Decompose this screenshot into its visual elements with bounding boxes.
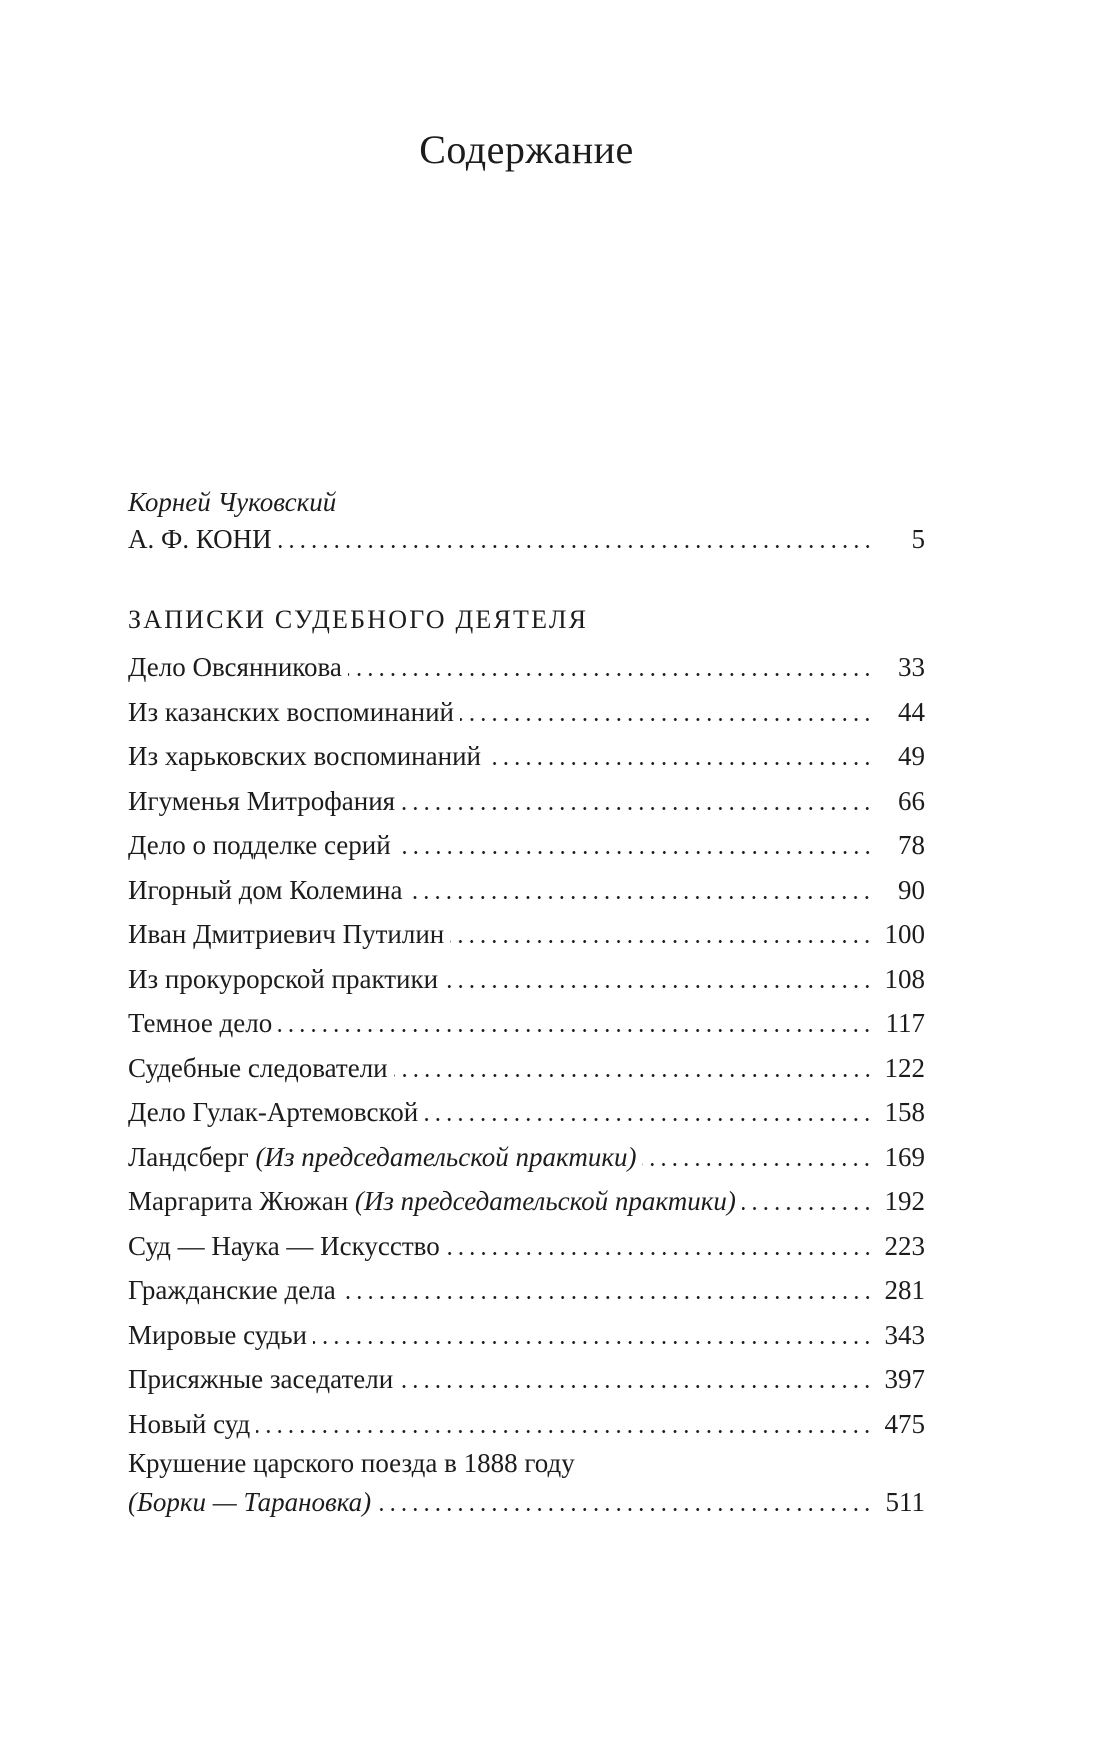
toc-entry-page: 78 — [898, 830, 925, 860]
toc-entry[interactable] — [128, 957, 925, 1002]
toc-entry-page: 281 — [884, 1275, 925, 1305]
dot-leader — [460, 690, 873, 735]
toc-entry[interactable] — [128, 779, 925, 824]
dot-leader — [742, 1179, 873, 1224]
dot-leader — [444, 957, 873, 1002]
toc-entry-title: Из харьковских воспоминаний — [128, 734, 487, 779]
toc-entry-last[interactable] — [128, 1480, 925, 1525]
toc-entry[interactable] — [128, 1224, 925, 1269]
dot-leader — [342, 1268, 873, 1313]
toc-entry-page: 343 — [884, 1319, 925, 1350]
toc-entry-title: Из прокурорской практики — [128, 957, 444, 1002]
toc-entry-intro[interactable] — [128, 517, 925, 562]
toc-entry-title: Суд — Наука — Искусство — [128, 1224, 446, 1269]
dot-leader — [399, 1357, 873, 1402]
toc-entry[interactable] — [128, 734, 925, 779]
dot-leader — [642, 1135, 873, 1180]
toc-entry[interactable] — [128, 645, 925, 690]
dot-leader — [313, 1313, 873, 1358]
dot-leader — [408, 868, 873, 913]
toc-entry[interactable] — [128, 823, 925, 868]
toc-entry[interactable] — [128, 912, 925, 957]
dot-leader — [377, 1480, 873, 1525]
toc-entry-page: 5 — [911, 524, 925, 554]
dot-leader — [394, 1046, 873, 1091]
toc-entry-page: 33 — [898, 652, 925, 682]
toc-entry-page: 475 — [884, 1408, 925, 1439]
toc-entry-title: Дело Гулак-Артемовской — [128, 1090, 424, 1135]
toc-entry-page: 158 — [884, 1097, 925, 1127]
toc-entry-title: Игорный дом Колемина — [128, 868, 408, 913]
dot-leader — [256, 1402, 873, 1447]
section-heading: ЗАПИСКИ СУДЕБНОГО ДЕЯТЕЛЯ — [128, 605, 589, 634]
dot-leader — [348, 645, 873, 690]
toc-entry-title: Мировые судьи — [128, 1313, 313, 1358]
toc-entry-title: А. Ф. КОНИ — [128, 517, 278, 562]
toc-entry[interactable] — [128, 1090, 925, 1135]
toc-entry-title-line2: (Борки — Тарановка) — [128, 1480, 377, 1525]
toc-entry-title: Ландсберг (Из председательской практики) — [128, 1135, 642, 1180]
intro-author: Корней Чуковский — [128, 487, 337, 517]
toc-entry[interactable] — [128, 1135, 925, 1180]
toc-entry-page: 169 — [884, 1141, 925, 1172]
page-title: Содержание — [419, 127, 634, 172]
toc-entry-title: Дело о подделке серий — [128, 823, 397, 868]
dot-leader — [487, 734, 873, 779]
dot-leader — [401, 779, 873, 824]
toc-entry-title: Новый суд — [128, 1402, 256, 1447]
toc-entry[interactable] — [128, 1001, 925, 1046]
toc-entry-title: Судебные следователи — [128, 1046, 394, 1091]
toc-entry-page: 100 — [884, 919, 925, 949]
toc-entry[interactable] — [128, 1313, 925, 1358]
dot-leader — [450, 912, 873, 957]
toc-entry-page: 397 — [884, 1364, 925, 1394]
toc-entry-title: Из казанских воспоминаний — [128, 690, 460, 735]
toc-entry[interactable] — [128, 868, 925, 913]
toc-entry[interactable] — [128, 1179, 925, 1224]
toc-entry-page: 90 — [898, 874, 925, 905]
dot-leader — [397, 823, 873, 868]
dot-leader — [278, 1001, 873, 1046]
toc-entry[interactable] — [128, 1046, 925, 1091]
toc-entry-title: Гражданские дела — [128, 1268, 342, 1313]
toc-entry-title: Дело Овсянникова — [128, 645, 348, 690]
toc-entry-title: Присяжные заседатели — [128, 1357, 399, 1402]
toc-entry[interactable] — [128, 1402, 925, 1447]
dot-leader — [278, 517, 873, 562]
toc-entry-page: 117 — [885, 1008, 925, 1038]
toc-entry-title: Темное дело — [128, 1001, 278, 1046]
toc-entry-title-line1[interactable]: Крушение царского поезда в 1888 году — [128, 1448, 575, 1478]
dot-leader — [424, 1090, 873, 1135]
toc-entry[interactable] — [128, 1268, 925, 1313]
toc-entry-title: Иван Дмитриевич Путилин — [128, 912, 450, 957]
toc-entry-page: 122 — [884, 1052, 925, 1083]
toc-entry[interactable] — [128, 1357, 925, 1402]
toc-entry-page: 192 — [884, 1186, 925, 1216]
toc-entry-page: 49 — [898, 741, 925, 771]
dot-leader — [446, 1224, 873, 1269]
toc-entry-title: Маргарита Жюжан (Из председательской практики) — [128, 1179, 742, 1224]
toc-entry[interactable] — [128, 690, 925, 735]
toc-entry-page: 44 — [898, 696, 925, 727]
toc-entry-page: 511 — [885, 1487, 925, 1517]
toc-entry-title: Игуменья Митрофания — [128, 779, 401, 824]
toc-entry-page: 108 — [884, 963, 925, 994]
toc-entry-page: 66 — [898, 785, 925, 816]
toc-entry-page: 223 — [884, 1230, 925, 1261]
